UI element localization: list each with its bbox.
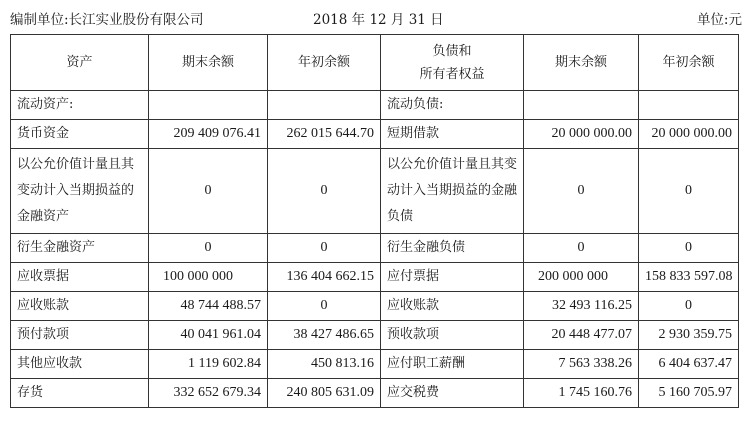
liability-end-value: 1 745 160.76 [524,379,639,408]
table-row [11,149,739,234]
liability-begin-value: 6 404 637.47 [639,350,739,379]
col-header-asset-end: 期末余额 [149,35,268,91]
liability-begin-value: 5 160 705.97 [639,379,739,408]
liability-label: 衍生金融负债 [381,234,524,263]
liability-label: 流动负债: [381,91,524,120]
asset-label: 流动资产: [11,91,149,120]
col-header-liab-line1: 负债和 [432,43,472,59]
liability-end-value: 200 000 000 [524,263,639,292]
currency-unit: 单位:元 [696,12,742,28]
col-header-liab-end: 期末余额 [524,35,639,91]
col-header-asset: 资产 [11,35,149,91]
asset-begin-value: 136 404 662.15 [268,263,381,292]
asset-label: 货币资金 [11,120,149,149]
col-header-liab-begin: 年初余额 [639,35,739,91]
table-row [11,379,739,408]
asset-label: 其他应收款 [11,350,149,379]
company-name: 编制单位:长江实业股份有限公司 [10,12,204,28]
liability-end-value [524,91,639,120]
asset-begin-value [268,91,381,120]
table-row [11,263,739,292]
liability-begin-value: 0 [639,234,739,263]
asset-label: 衍生金融资产 [11,234,149,263]
liability-label: 短期借款 [381,120,524,149]
table-row [11,234,739,263]
liability-end-value: 32 493 116.25 [524,292,639,321]
report-date: 2018 年 12 月 31 日 [313,12,444,28]
liability-end-value: 20 000 000.00 [524,120,639,149]
table-row [11,292,739,321]
asset-end-value: 40 041 961.04 [149,321,268,350]
liability-label: 应交税费 [381,379,524,408]
asset-end-value: 48 744 488.57 [149,292,268,321]
table-row [11,91,739,120]
asset-begin-value: 262 015 644.70 [268,120,381,149]
liability-begin-value: 0 [639,149,739,234]
asset-begin-value: 0 [268,149,381,234]
liability-label: 应付职工薪酬 [381,350,524,379]
asset-begin-value: 450 813.16 [268,350,381,379]
liability-begin-value: 0 [639,292,739,321]
asset-begin-value: 38 427 486.65 [268,321,381,350]
table-row [11,350,739,379]
asset-begin-value: 0 [268,234,381,263]
liability-end-value: 7 563 338.26 [524,350,639,379]
liability-label: 以公允价值计量且其变动计入当期损益的金融负债 [381,149,524,234]
liability-label: 应收账款 [381,292,524,321]
asset-end-value: 0 [149,234,268,263]
asset-end-value: 332 652 679.34 [149,379,268,408]
liability-begin-value: 158 833 597.08 [639,263,739,292]
asset-label: 以公允价值计量且其变动计入当期损益的金融资产 [11,149,149,234]
table-header-row [11,35,739,91]
asset-begin-value: 0 [268,292,381,321]
asset-begin-value: 240 805 631.09 [268,379,381,408]
asset-label: 应收账款 [11,292,149,321]
balance-sheet-table [10,34,739,408]
document-header [0,0,748,34]
asset-label: 预付款项 [11,321,149,350]
col-header-asset-begin: 年初余额 [268,35,381,91]
liability-end-value: 0 [524,234,639,263]
asset-label: 应收票据 [11,263,149,292]
liability-label: 预收款项 [381,321,524,350]
asset-label: 存货 [11,379,149,408]
col-header-liabilities [381,35,524,91]
asset-end-value: 209 409 076.41 [149,120,268,149]
liability-label: 应付票据 [381,263,524,292]
asset-end-value [149,91,268,120]
asset-end-value: 1 119 602.84 [149,350,268,379]
liability-begin-value: 2 930 359.75 [639,321,739,350]
liability-begin-value [639,91,739,120]
liability-end-value: 20 448 477.07 [524,321,639,350]
table-row [11,321,739,350]
liability-end-value: 0 [524,149,639,234]
table-row [11,120,739,149]
liability-begin-value: 20 000 000.00 [639,120,739,149]
asset-end-value: 0 [149,149,268,234]
asset-end-value: 100 000 000 [149,263,268,292]
col-header-liab-line2: 所有者权益 [419,66,485,82]
